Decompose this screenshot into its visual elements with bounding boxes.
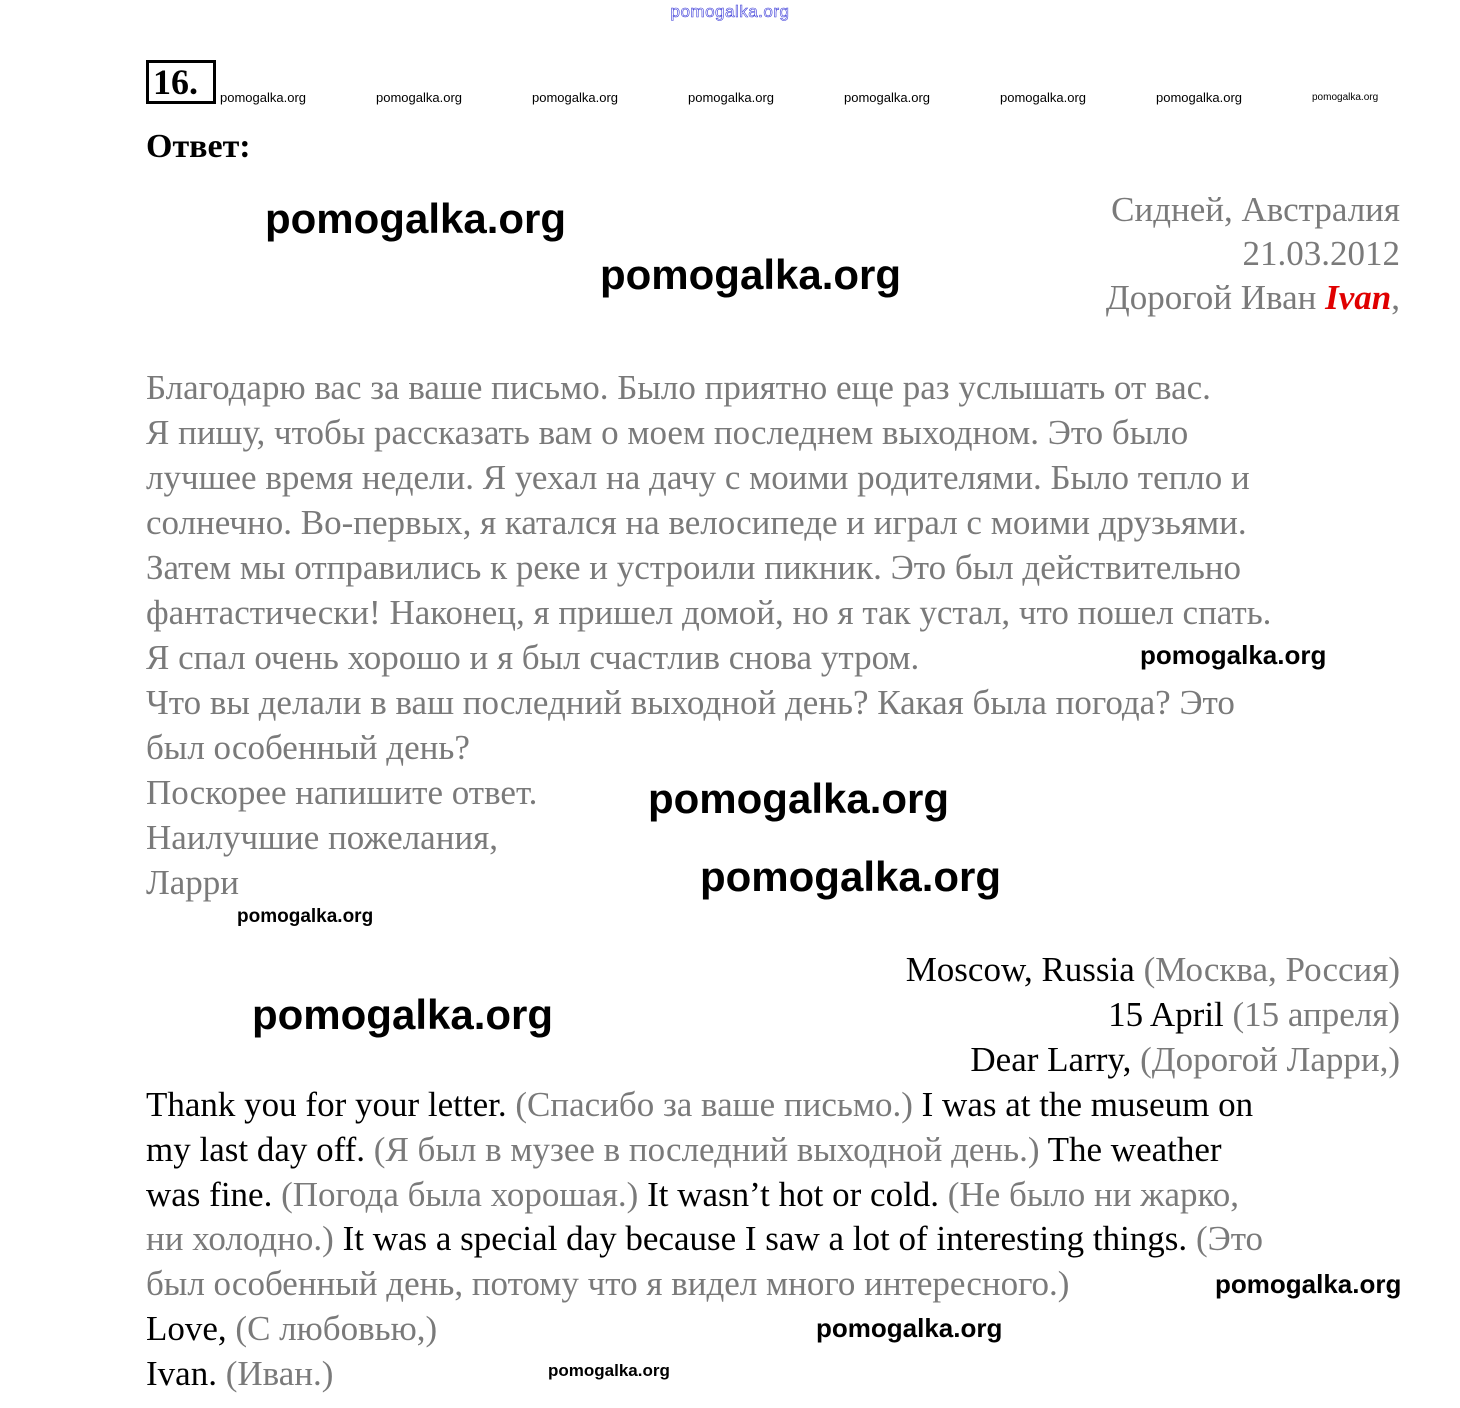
russian-text: (15 апреля): [1232, 995, 1400, 1034]
english-text: Ivan.: [146, 1353, 226, 1393]
english-text: Moscow, Russia: [905, 950, 1144, 989]
russian-text: Благодарю вас за ваше письмо. Было приятно еще раз услышать от вас.: [146, 368, 1211, 407]
english-text: It was a special day because I saw a lot of interesting things.: [342, 1219, 1196, 1259]
russian-text: Затем мы отправились к реке и устроили пикник. Это был действительно: [146, 548, 1242, 587]
russian-text: Поскорее напишите ответ.: [146, 773, 538, 812]
russian-text: ни холодно.): [146, 1219, 343, 1259]
text-line: [906, 948, 1400, 992]
english-text: Love,: [146, 1309, 236, 1348]
small-watermark: pomogalka.org: [220, 90, 306, 105]
small-watermark: pomogalka.org: [688, 90, 774, 105]
task-number: 16.: [146, 60, 216, 104]
watermark: pomogalka.org: [700, 853, 1002, 900]
text-line: [1106, 276, 1400, 320]
english-text: Dear Larry,: [970, 1040, 1141, 1079]
text-line: [146, 501, 1247, 545]
text-line: [146, 1352, 333, 1396]
text-line: [146, 636, 919, 680]
russian-text: (Погода была хорошая.): [281, 1174, 648, 1214]
russian-text: был особенный день?: [146, 728, 470, 767]
watermark: pomogalka.org: [548, 1361, 670, 1380]
watermark: pomogalka.org: [600, 251, 902, 298]
russian-text: (Спасибо за ваше письмо.): [515, 1085, 922, 1124]
text-line: [146, 366, 1211, 410]
russian-text: (С любовью,): [235, 1309, 438, 1348]
text-line: [146, 681, 1235, 725]
english-text: Thank you for your letter.: [146, 1085, 516, 1124]
english-text: I was at the museum on: [921, 1085, 1254, 1124]
small-watermark: pomogalka.org: [1156, 90, 1242, 105]
watermark: pomogalka.org: [648, 775, 950, 822]
text-line: [146, 771, 537, 815]
text-line: [146, 861, 239, 905]
russian-text: Ларри: [146, 863, 240, 902]
small-watermark: pomogalka.org: [1312, 92, 1379, 103]
russian-text: (Москва, Россия): [1143, 950, 1400, 989]
russian-text: (Дорогой Ларри,): [1140, 1040, 1400, 1079]
highlighted-name: Ivan: [1325, 278, 1392, 317]
small-watermark: pomogalka.org: [844, 90, 930, 105]
watermark: pomogalka.org: [265, 195, 567, 242]
watermark: pomogalka.org: [1215, 1269, 1402, 1299]
text-line: [146, 816, 498, 860]
watermark: pomogalka.org: [252, 991, 554, 1038]
russian-text: Дорогой Иван: [1105, 278, 1326, 317]
small-watermark: pomogalka.org: [376, 90, 462, 105]
english-text: was fine.: [146, 1174, 282, 1214]
russian-text: (Не было ни жарко,: [947, 1174, 1239, 1214]
russian-text: солнечно. Во-первых, я катался на велосипеде и играл с моими друзьями.: [146, 503, 1247, 542]
text-line: [146, 1307, 437, 1351]
russian-text: Сидней, Австралия: [1111, 190, 1400, 229]
text-line: [146, 1173, 1239, 1217]
text-line: [1108, 993, 1400, 1037]
russian-text: фантастически! Наконец, я пришел домой, но я так устал, что пошел спать.: [146, 593, 1272, 632]
russian-text: Наилучшие пожелания,: [146, 818, 498, 857]
text-line: [146, 546, 1241, 590]
text-line: [146, 1128, 1222, 1172]
text-line: [1243, 232, 1401, 276]
answer-label: Ответ:: [146, 128, 251, 165]
small-watermark: pomogalka.org: [532, 90, 618, 105]
small-watermark: pomogalka.org: [1000, 90, 1086, 105]
text-line: [146, 411, 1188, 455]
text-line: [146, 1217, 1263, 1261]
text-line: [146, 456, 1250, 500]
watermark: pomogalka.org: [237, 906, 374, 927]
russian-text: лучшее время недели. Я уехал на дачу с моими родителями. Было тепло и: [146, 458, 1250, 497]
text-line: [1111, 188, 1400, 232]
text-line: [146, 591, 1271, 635]
english-text: 15 April: [1108, 995, 1233, 1034]
text-line: [146, 1262, 1069, 1306]
text-line: [146, 1083, 1253, 1127]
header-watermark: pomogalka.org: [670, 2, 790, 21]
russian-text: 21.03.2012: [1242, 234, 1400, 273]
english-text: The weather: [1047, 1129, 1222, 1169]
watermark: pomogalka.org: [1140, 640, 1327, 670]
russian-text: ,: [1391, 278, 1400, 317]
russian-text: Я спал очень хорошо и я был счастлив снова утром.: [146, 638, 920, 677]
russian-text: Я пишу, чтобы рассказать вам о моем последнем выходном. Это было: [146, 413, 1189, 452]
russian-text: (Я был в музее в последний выходной день.): [373, 1129, 1048, 1169]
russian-text: (Это: [1195, 1219, 1264, 1259]
russian-text: Что вы делали в ваш последний выходной день? Какая была погода? Это: [146, 683, 1235, 722]
text-line: [146, 726, 470, 770]
english-text: my last day off.: [146, 1129, 374, 1169]
russian-text: был особенный день, потому что я видел много интересного.): [146, 1264, 1070, 1304]
text-line: [970, 1038, 1400, 1082]
english-text: It wasn’t hot or cold.: [647, 1174, 948, 1214]
russian-text: (Иван.): [225, 1353, 334, 1393]
watermark: pomogalka.org: [816, 1313, 1003, 1343]
